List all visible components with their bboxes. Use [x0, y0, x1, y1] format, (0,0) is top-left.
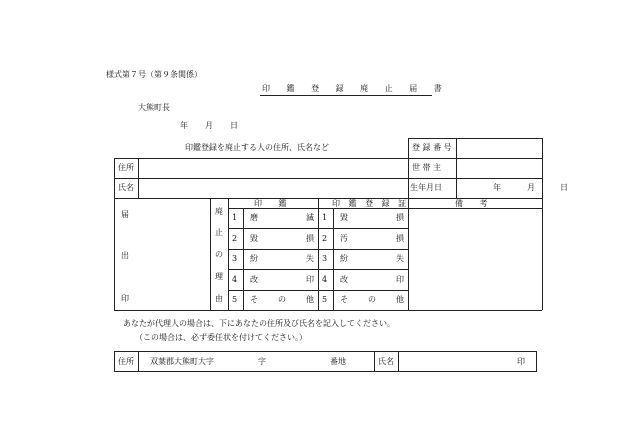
birth-day-label: 日 — [560, 183, 568, 192]
birth-month-label: 月 — [527, 183, 535, 192]
agent-seal-mark: 印 — [517, 357, 525, 366]
date-year-label: 年 — [180, 121, 188, 130]
birth-year-label: 年 — [493, 183, 501, 192]
household-head-label: 世 帯 主 — [412, 163, 442, 172]
reason-char-5: 由 — [215, 294, 223, 303]
applicant-heading: 印鑑登録を廃止する人の住所、氏名など — [185, 143, 329, 152]
certificate-reason-word-a: 改 — [340, 275, 348, 284]
date-day-label: 日 — [230, 121, 238, 130]
certificate-reason-number: 4 — [322, 275, 328, 284]
form-title: 印 鑑 登 録 廃 止 届 書 — [262, 84, 449, 93]
certificate-reason-word-b: 損 — [396, 213, 404, 222]
reason-char-2: 止 — [215, 228, 223, 237]
seal-reason-word-a: 改 — [250, 275, 258, 284]
seal-reason-word-a: 紛 — [250, 254, 258, 263]
certificate-reason-word-b: 損 — [396, 234, 404, 243]
address-label: 住所 — [118, 163, 134, 172]
agent-address-label: 住所 — [118, 357, 134, 366]
reason-char-4: 理 — [215, 272, 223, 281]
name-label: 氏名 — [118, 183, 134, 192]
certificate-reason-number: 5 — [322, 295, 328, 304]
agent-address-prefix: 双葉郡大熊町大字 — [150, 357, 214, 366]
birthdate-label: 生年月日 — [410, 183, 442, 192]
seal-reason-word-a: そ — [250, 295, 258, 304]
seal-reason-number: 4 — [232, 275, 238, 284]
seal-reason-number: 3 — [232, 254, 238, 263]
certificate-reason-number: 1 — [322, 213, 328, 222]
agent-banchi-label: 番地 — [330, 357, 346, 366]
seal-reason-word-b: 損 — [306, 234, 314, 243]
certificate-reason-word-a: 汚 — [340, 234, 348, 243]
seal-reason-word-b: 他 — [306, 295, 314, 304]
agent-note-2: （この場合は、必ず委任状を付けてください。） — [135, 333, 307, 342]
certificate-reason-word-m: の — [368, 295, 376, 304]
title-underline — [260, 95, 432, 96]
certificate-reason-word-b: 他 — [396, 295, 404, 304]
applicant-seal-char-3: 印 — [121, 294, 129, 303]
col-certificate-header: 印 鑑 登 録 証 — [332, 199, 410, 208]
certificate-reason-word-a: 毀 — [340, 213, 348, 222]
seal-reason-word-b: 失 — [306, 254, 314, 263]
seal-reason-number: 5 — [232, 295, 238, 304]
seal-reason-word-m: の — [278, 295, 286, 304]
agent-aza-label: 字 — [258, 357, 266, 366]
applicant-seal-char-1: 届 — [121, 210, 129, 219]
seal-reason-word-b: 印 — [306, 275, 314, 284]
seal-reason-number: 1 — [232, 213, 238, 222]
certificate-reason-number: 2 — [322, 234, 328, 243]
seal-reason-word-a: 毀 — [250, 234, 258, 243]
certificate-reason-word-a: そ — [340, 295, 348, 304]
col-remarks-header: 備 考 — [455, 199, 495, 208]
col-seal-header: 印 鑑 — [254, 199, 294, 208]
reason-char-3: の — [215, 250, 223, 259]
seal-reason-word-b: 滅 — [306, 213, 314, 222]
reason-char-1: 廃 — [215, 207, 223, 216]
date-month-label: 月 — [205, 121, 213, 130]
certificate-reason-word-a: 紛 — [340, 254, 348, 263]
applicant-seal-char-2: 出 — [121, 251, 129, 260]
seal-reason-word-a: 磨 — [250, 213, 258, 222]
registration-number-label: 登 録 番 号 — [412, 143, 452, 152]
addressee: 大熊町長 — [138, 103, 170, 112]
certificate-reason-number: 3 — [322, 254, 328, 263]
form-number: 様式第７号（第９条関係） — [106, 70, 202, 79]
seal-reason-number: 2 — [232, 234, 238, 243]
certificate-reason-word-b: 印 — [396, 275, 404, 284]
certificate-reason-word-b: 失 — [396, 254, 404, 263]
agent-name-label: 氏名 — [378, 357, 394, 366]
agent-note-1: あなたが代理人の場合は、下にあなたの住所及び氏名を記入してください。 — [123, 319, 395, 328]
